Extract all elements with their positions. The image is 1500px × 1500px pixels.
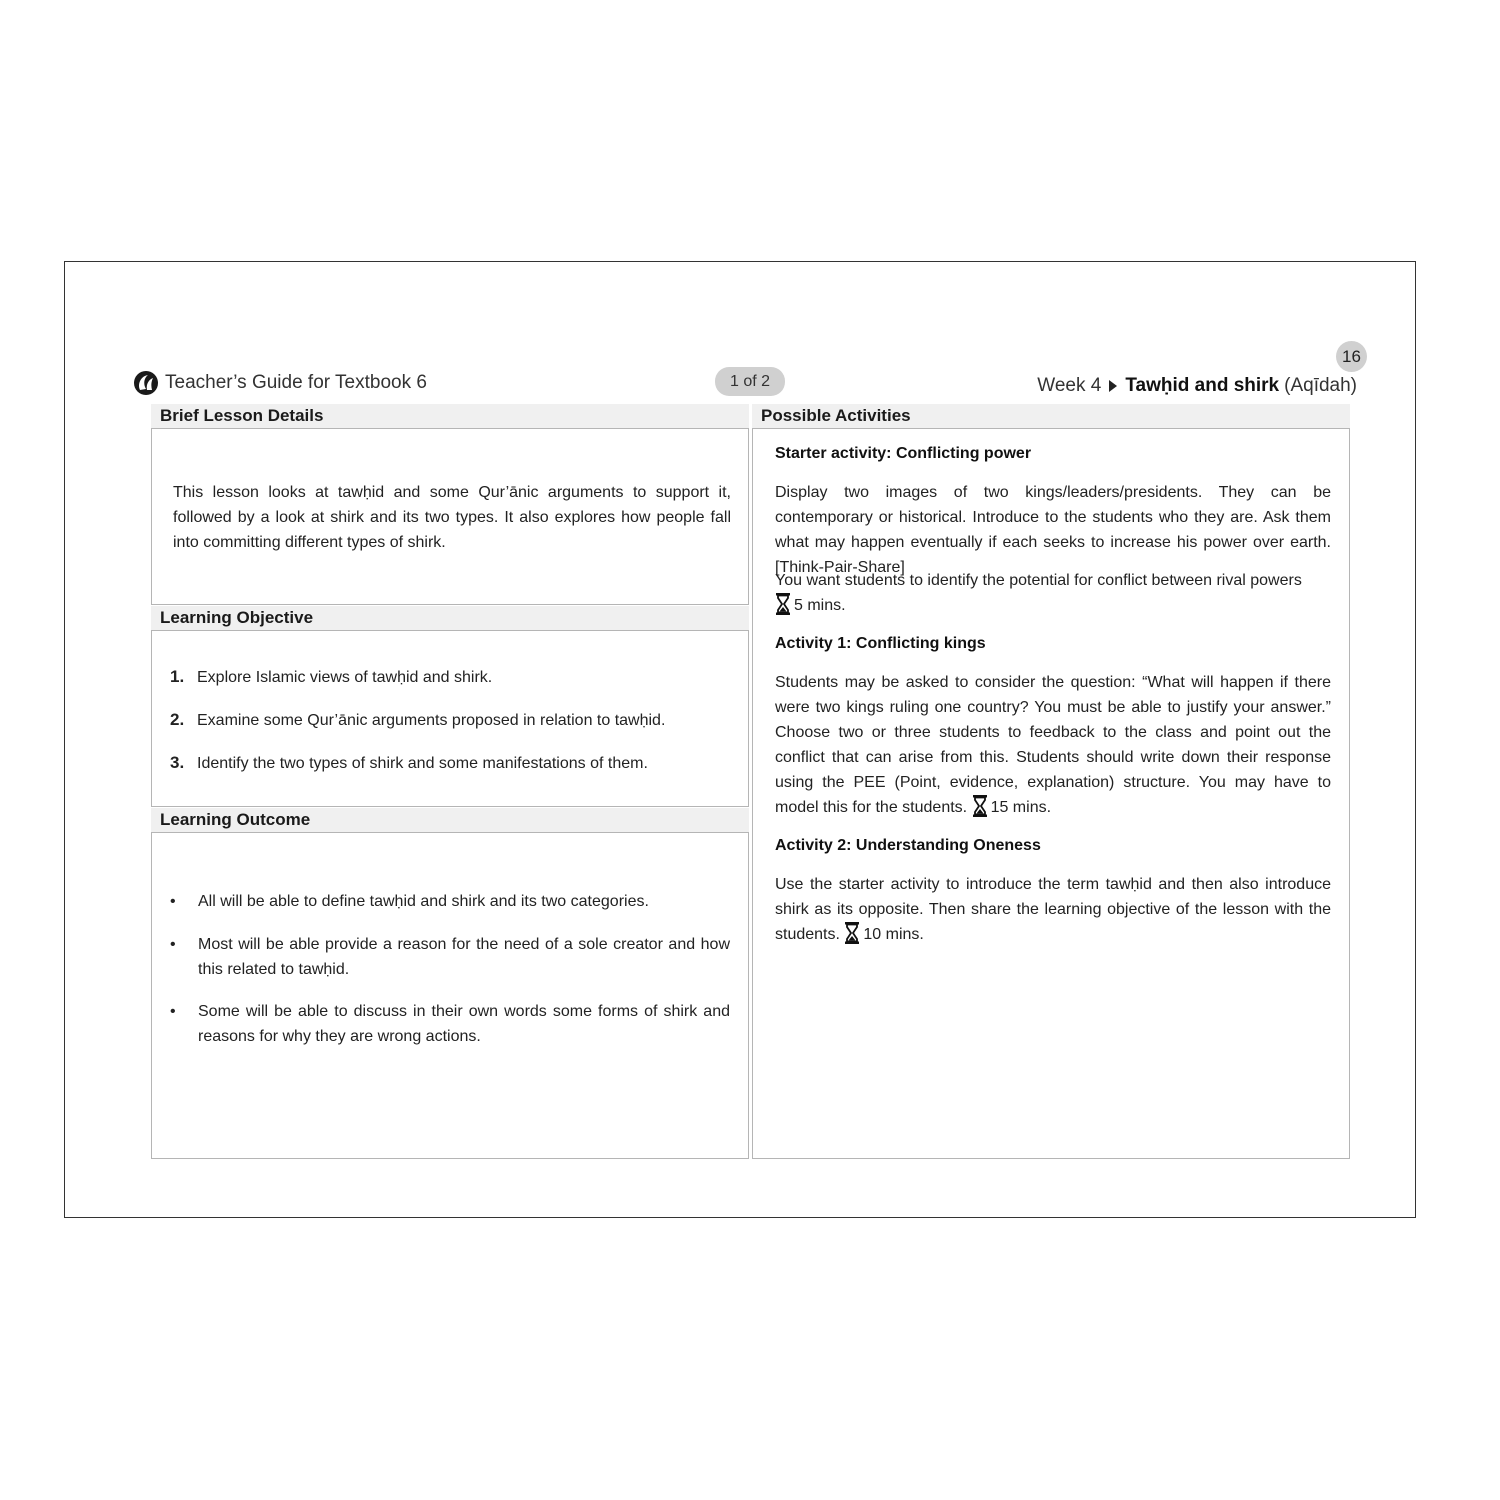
outcome-text: All will be able to define tawḥid and shirk and its two categories.: [198, 893, 649, 910]
objective-number: 3.: [170, 753, 185, 772]
book-title: Teacher’s Guide for Textbook 6: [165, 372, 427, 393]
objective-item: [170, 753, 728, 773]
page-indicator: 1 of 2: [715, 367, 785, 396]
activities-box: [752, 428, 1350, 1159]
starter-goal-text: You want students to identify the potential for conflict between rival powers: [775, 572, 1302, 589]
objective-text: Examine some Qur’ānic arguments proposed in relation to tawḥid.: [197, 712, 666, 729]
outcome-heading: Learning Outcome: [151, 808, 749, 832]
week-label: Week 4: [1037, 375, 1102, 396]
topic-title: Tawḥid and shirk: [1125, 375, 1280, 396]
activity2-body: [775, 872, 1331, 947]
objective-heading: Learning Objective: [151, 606, 749, 630]
activity1-title: Activity 1: Conflicting kings: [775, 635, 986, 652]
outcome-item: [170, 999, 730, 1049]
starter-goal: [775, 568, 1331, 618]
brief-box: [151, 428, 749, 605]
activity1-time: 15 mins.: [990, 799, 1052, 816]
objective-text: Identify the two types of shirk and some manifestations of them.: [197, 755, 648, 772]
bullet: •: [170, 893, 176, 910]
outcome-text: Most will be able provide a reason for the need of a sole creator and how this related to tawḥid.: [198, 936, 730, 978]
header-left: [133, 369, 427, 397]
topic-category: (Aqīdah): [1284, 375, 1357, 396]
objective-item: [170, 710, 728, 730]
objective-number: 2.: [170, 710, 185, 729]
brand-logo-icon: [133, 370, 159, 396]
brief-text: This lesson looks at tawḥid and some Qur’ānic arguments to support it, followed by a look at shirk and its two types. It also explores how people fall into committing different types of shirk.: [173, 484, 731, 551]
objective-box: [151, 630, 749, 807]
activity2-text: Use the starter activity to introduce the term tawḥid and then also introduce shirk as its opposite. Then share the learning objective of the lesson with the students.: [775, 876, 1331, 943]
objective-number: 1.: [170, 667, 185, 686]
outcome-box: [151, 832, 749, 1159]
triangle-right-icon: [1109, 380, 1117, 392]
objective-text: Explore Islamic views of tawḥid and shirk.: [197, 669, 493, 686]
hourglass-icon: [972, 795, 988, 817]
bullet: •: [170, 1003, 176, 1020]
outcome-text: Some will be able to discuss in their own words some forms of shirk and reasons for why they are wrong actions.: [198, 1003, 730, 1045]
objective-item: [170, 667, 728, 687]
hourglass-icon: [775, 593, 791, 615]
activity1-body: [775, 670, 1331, 820]
activity2-title: Activity 2: Understanding Oneness: [775, 837, 1041, 854]
brief-heading: Brief Lesson Details: [151, 404, 749, 428]
hourglass-icon: [844, 922, 860, 944]
page-number: 16: [1336, 341, 1367, 372]
starter-title: Starter activity: Conflicting power: [775, 445, 1032, 462]
outcome-item: [170, 932, 730, 982]
activities-heading: Possible Activities: [752, 404, 1350, 428]
activity1-text: Students may be asked to consider the question: “What will happen if there were two kings ruling one country? You must be able to justify your answer.” Choose two or three students to feedback to the class and point out the conflict that can arise from this. Students should write down their response using the PEE (Point, evidence, explanation) structure. You may have to model this for the students.: [775, 674, 1331, 816]
outcome-item: [170, 889, 730, 914]
starter-time: 5 mins.: [794, 597, 846, 614]
bullet: •: [170, 936, 176, 953]
header-right: [1037, 372, 1357, 400]
starter-text: Display two images of two kings/leaders/presidents. They can be contemporary or historical. Introduce to the students who they are. Ask them what may happen eventually if each seeks to increase his power over earth. [Think-Pair-Share]: [775, 484, 1331, 576]
activity2-time: 10 mins.: [863, 926, 924, 943]
